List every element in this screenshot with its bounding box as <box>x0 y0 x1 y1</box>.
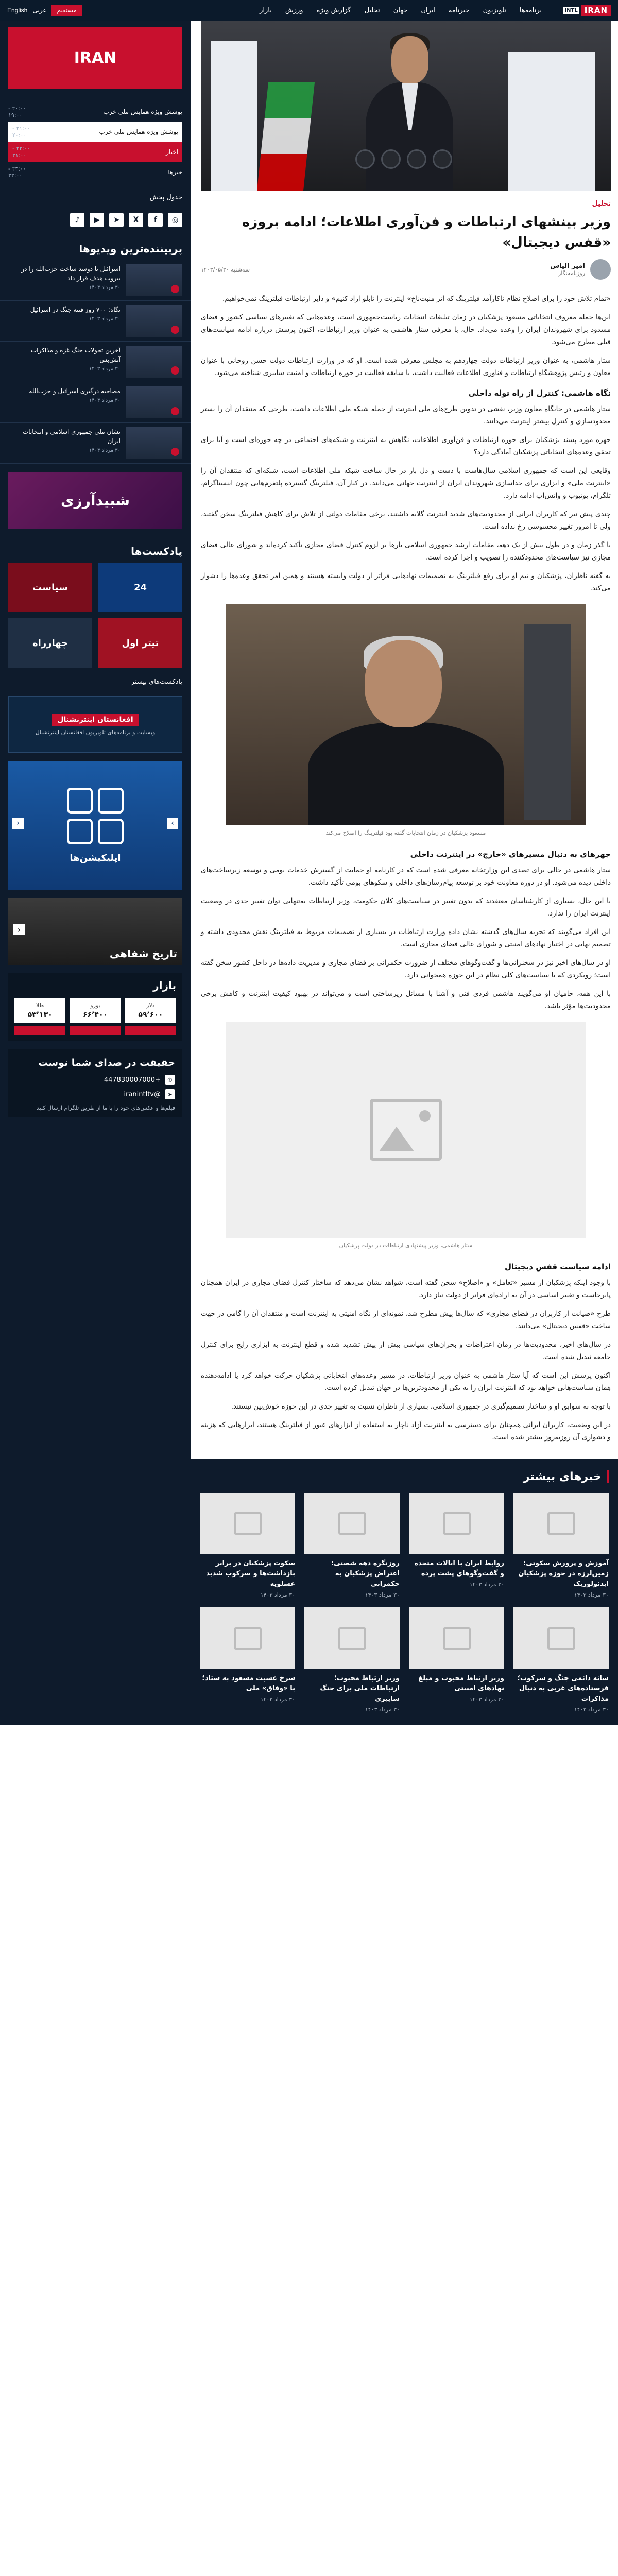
author-role: روزنامه‌نگار <box>558 270 585 277</box>
image-placeholder <box>226 1022 586 1238</box>
video-title: نگاه: ۷۰۰ روز فتنه جنگ در اسرائیل <box>30 306 121 313</box>
news-card-title: آموزش و پرورش سکوتی؛ زمین‌لرزه در حوزه پزشکیان ایدئولوژیک <box>518 1560 609 1588</box>
article-paragraph: این‌ها جمله معروف انتخاباتی مسعود پزشکیان در زمان تبلیغات انتخابات ریاست‌جمهوری است، وعده‌هایی که تغییرهای سیاسی کشور و فضای مسدود برای شهروندان ایران را وعده می‌داد. حال، با معرفی ستار هاشمی به عنوان وزیر ارتباطات، اکنون پرسش درباره ادامه سیاست‌های قبلی مطرح می‌شود. <box>201 313 611 346</box>
video-item[interactable] <box>0 301 191 342</box>
logo-mark: IRAN <box>581 5 611 16</box>
image-placeholder-icon <box>234 1627 262 1650</box>
news-card[interactable] <box>304 1607 400 1713</box>
image-placeholder-icon <box>547 1512 575 1535</box>
news-card-thumbnail <box>200 1493 295 1554</box>
article-body <box>201 293 611 1444</box>
news-card-title: وزیر ارتباط محبوب و مبلغ نهادهای امنیتی <box>418 1674 504 1692</box>
schedule-label: پوشش ویژه همایش ملی خرب <box>103 108 182 115</box>
podcasts-grid <box>0 563 191 674</box>
schedule-item[interactable] <box>8 102 182 122</box>
news-card-thumbnail <box>409 1493 504 1554</box>
videos-list <box>0 260 191 464</box>
nav-item[interactable]: جهان <box>393 6 408 14</box>
oral-history-block[interactable] <box>8 898 182 965</box>
news-card-thumbnail <box>304 1493 400 1554</box>
video-title: اسرائیل با دوسد ساخت حزب‌الله را در بیروت هدف قرار داد <box>21 265 121 282</box>
news-card-date: ۳۰ مرداد ۱۴۰۳ <box>574 1591 609 1598</box>
schedule-time: ۲۱:۰۰ - ۲۰:۰۰ <box>12 125 30 139</box>
schedule-label: خبرها <box>168 168 182 176</box>
whatsapp-icon: ✆ <box>165 1075 175 1085</box>
schedule-item[interactable] <box>8 162 182 182</box>
schedule-time: ۲۰:۰۰ - ۱۹:۰۰ <box>8 105 26 118</box>
apps-icon <box>67 788 124 844</box>
play-icon <box>171 285 179 293</box>
youtube-icon[interactable]: ▶ <box>90 213 104 227</box>
more-news-title: خبرهای بیشتر <box>200 1470 609 1483</box>
news-card-date: ۳۰ مرداد ۱۴۰۳ <box>574 1706 609 1713</box>
article-subheading: نگاه هاشمی: کنترل از راه توله داخلی <box>468 388 611 398</box>
video-title: مصاحبه درگیری اسرائیل و حزب‌الله <box>29 387 121 395</box>
news-card[interactable] <box>200 1607 295 1713</box>
article-paragraph: با این حال، بسیاری از کارشناسان معتقدند که بدون تغییر در سیاست‌های کلان حکومت، وزیر ارتباطات به‌تنهایی توان تغییر جدی در وضعیت اینترنت ایران را ندارد. <box>201 897 611 918</box>
news-card-title: وزیر ارتباط محبوب؛ ارتباطات ملی برای جنگ سایبری <box>320 1674 400 1703</box>
news-card-date: ۳۰ مرداد ۱۴۰۳ <box>469 1696 504 1703</box>
lang-english[interactable]: English <box>7 7 28 14</box>
video-thumbnail <box>126 386 182 418</box>
schedule-item[interactable] <box>8 142 182 162</box>
podcast-tile[interactable]: سیاست <box>8 563 92 612</box>
image-placeholder-icon <box>443 1512 471 1535</box>
figure-caption: ستار هاشمی، وزیر پیشنهادی ارتباطات در دولت پزشکیان <box>339 1242 473 1249</box>
video-title: نشان ملی جمهوری اسلامی و انتخابات ایران <box>22 428 121 445</box>
article-paragraph: این افراد می‌گویند که تجربه سال‌های گذشته نشان داده وزارت ارتباطات در بسیاری از تصمیمات مربوط به فیلترینگ نقش محدودی داشته و تصمیم نهایی در اختیار نهادهای امنیتی و شورای عالی فضای مجازی است. <box>201 928 611 948</box>
news-card[interactable] <box>513 1493 609 1598</box>
news-card-date: ۳۰ مرداد ۱۴۰۳ <box>469 1581 504 1588</box>
sidebar <box>0 21 191 1725</box>
schedule-time: ۲۳:۰۰ - ۲۲:۰۰ <box>8 165 26 179</box>
podcast-tile[interactable]: تیتر اول <box>98 618 182 668</box>
article-paragraph: با گذر زمان و در طول بیش از یک دهه، مقامات ارشد جمهوری اسلامی بارها بر لزوم کنترل فضای مجازی تأکید کرده‌اند و شورای عالی فضای مجازی نیز سیاست‌های محدودکننده را تصویب و اجرا کرده است. <box>201 541 611 562</box>
image-placeholder-icon <box>234 1512 262 1535</box>
play-icon <box>171 366 179 375</box>
chevron-right-icon[interactable]: › <box>167 818 178 829</box>
social-links <box>0 206 191 234</box>
image-placeholder-icon <box>443 1627 471 1650</box>
article-subheading: جهرهای به دنبال مسیرهای «خارج» در اینترنت داخلی <box>410 850 611 859</box>
article-paragraph: «تمام تلاش خود را برای اصلاح نظام ناکارآمد فیلترینگ که اثر منبت‌ناخ» اینترنت را تابلو ازاد کنیم» و دایر ارتباطات فیلترینگ نمی‌خواهیم. <box>222 295 611 303</box>
news-card-thumbnail <box>513 1493 609 1554</box>
news-card-thumbnail <box>200 1607 295 1669</box>
news-card-thumbnail <box>513 1607 609 1669</box>
live-button[interactable]: مستقیم <box>52 5 81 16</box>
logo-sub: INTL <box>563 7 579 14</box>
top-navigation <box>0 0 618 21</box>
market-label: طلا <box>36 1002 44 1009</box>
nav-item[interactable]: تلویزیون <box>483 6 506 14</box>
author-avatar <box>590 259 611 280</box>
video-item[interactable] <box>0 342 191 382</box>
schedule-more-link[interactable]: جدول پخش <box>149 194 182 201</box>
schedule-label: اخبار <box>166 148 178 156</box>
video-date: ۳۰ مرداد ۱۴۰۳ <box>89 448 121 453</box>
pezeshkian-photo <box>226 604 586 825</box>
news-card[interactable] <box>200 1493 295 1598</box>
site-logo[interactable] <box>554 3 611 18</box>
tiktok-icon[interactable]: ♪ <box>70 213 84 227</box>
article-figure-2 <box>226 1022 586 1253</box>
article-paragraph: به گفته ناظران، پزشکیان و تیم او برای رفع فیلترینگ به تصمیمات نهادهایی فراتر از دولت وابسته هستند و همین امر تحقق وعده‌ها را دشوار می‌کند. <box>201 572 611 592</box>
video-date: ۳۰ مرداد ۱۴۰۳ <box>89 366 121 372</box>
market-title: بازار <box>153 979 176 992</box>
news-card-date: ۳۰ مرداد ۱۴۰۳ <box>365 1591 400 1598</box>
submit-title: حقیقت در صدای شما نوست <box>38 1057 175 1069</box>
article-paragraph: جهره مورد پسند بزشکیان برای حوزه ارتباطات و فن‌آوری اطلاعات، نگاهش به اینترنت و شبکه‌های اجتماعی در چه حوزه‌ای است و آیا برای تحقق وعده‌های انتخاباتی پزشکیان آمادگی دارد؟ <box>201 436 611 456</box>
market-value: ۵۹٬۶۰۰ <box>138 1011 163 1019</box>
chevron-left-icon[interactable]: ‹ <box>12 818 24 829</box>
videos-title: پربیننده‌ترین ویدیوها <box>79 243 182 255</box>
market-cell <box>70 998 121 1023</box>
nav-item[interactable]: بازار <box>260 6 272 14</box>
byline <box>201 259 611 285</box>
podcasts-title: پادکست‌ها <box>131 545 182 557</box>
article-paragraph: در این وضعیت، کاربران ایرانی همچنان برای دسترسی به اینترنت آزاد ناچار به استفاده از ابزارهای عبور از فیلترینگ هستند، ابزارهایی که هزینه و دشواری آن روزبه‌روز بیشتر شده است. <box>201 1421 611 1442</box>
podcast-tile[interactable]: چهارراه <box>8 618 92 668</box>
news-card-date: ۳۰ مرداد ۱۴۰۳ <box>260 1591 295 1598</box>
video-thumbnail <box>126 264 182 296</box>
top-tools <box>7 5 82 16</box>
article-paragraph: با وجود اینکه پزشکیان از مسیر «تعامل» و «اصلاح» سخن گفته است، شواهد نشان می‌دهد که ساختار کنترل فضای مجازی در ایران همچنان پابرجاست و تغییر اساسی در آن به اراده‌ای فراتر از دولت نیاز دارد. <box>201 1279 611 1299</box>
video-item[interactable] <box>0 382 191 423</box>
image-placeholder-icon <box>370 1099 442 1161</box>
article-paragraph: ستار هاشمی در جایگاه معاون وزیر، نقشی در تدوین طرح‌های ملی اینترنت از جمله شبکه ملی اطلاعات داشت، طرحی که منتقدان آن را بستر محدودسازی و کنترل بیشتر اینترنت می‌دانند. <box>201 405 611 426</box>
nav-item[interactable]: تحلیل <box>364 6 380 14</box>
chevron-left-icon[interactable]: ‹ <box>13 924 25 935</box>
more-news-grid <box>200 1493 609 1713</box>
lang-arabic[interactable]: عربی <box>32 7 47 14</box>
market-label: یورو <box>90 1002 100 1009</box>
market-cell <box>14 998 65 1023</box>
more-news <box>191 1459 618 1725</box>
article-paragraph: با این همه، حامیان او می‌گویند هاشمی فردی فنی و آشنا با مسائل زیرساختی است و می‌تواند در بهبود کیفیت اینترنت و کاهش برخی محدودیت‌ها مؤثر باشد. <box>201 990 611 1010</box>
nav-item[interactable]: ایران <box>421 6 435 14</box>
market-trend-bars <box>14 1026 176 1035</box>
video-item[interactable] <box>0 423 191 464</box>
submit-phone[interactable]: +447830007000 <box>104 1076 161 1084</box>
market-value: ۵۳٬۱۳۰ <box>27 1011 53 1019</box>
x-icon[interactable]: X <box>129 213 143 227</box>
schedule-list <box>0 95 191 190</box>
article-column <box>191 21 618 1725</box>
news-card-date: ۳۰ مرداد ۱۴۰۳ <box>365 1706 400 1713</box>
apps-title: اپلیکیشن‌ها <box>70 852 121 863</box>
nav-item[interactable]: برنامه‌ها <box>519 6 542 14</box>
submit-note: فیلم‌ها و عکس‌های خود را با ما از طریق تلگرام ارسال کنید <box>36 1105 175 1111</box>
news-card-title: سانه دائمی جنگ و سرکوب؛ فرستاده‌های غربی به دنبال مذاکرات <box>517 1674 609 1703</box>
main-nav <box>94 7 542 14</box>
news-card-thumbnail <box>409 1607 504 1669</box>
facebook-icon[interactable]: f <box>148 213 163 227</box>
nav-item[interactable]: گزارش ویژه <box>316 6 351 14</box>
news-card-date: ۳۰ مرداد ۱۴۰۳ <box>260 1696 295 1703</box>
market-value: ۶۶٬۴۰۰ <box>82 1011 108 1019</box>
market-cell <box>125 998 176 1023</box>
market-widget <box>8 973 182 1041</box>
podcasts-more-link[interactable]: پادکست‌های بیشتر <box>131 678 182 686</box>
publish-date: سه‌شنبه ۱۴۰۳/۰۵/۳۰ <box>201 266 250 273</box>
article-subheading: ادامه سیاست قفس دیجیتال <box>504 1262 611 1272</box>
nav-item[interactable]: ورزش <box>285 6 303 14</box>
play-icon <box>171 407 179 415</box>
afghanistan-intl-promo[interactable] <box>8 696 182 753</box>
schedule-time: ۲۲:۰۰ - ۲۱:۰۰ <box>12 145 30 159</box>
news-card[interactable] <box>513 1607 609 1713</box>
article-paragraph: در سال‌های اخیر، محدودیت‌ها در زمان اعتراضات و بحران‌های سیاسی بیش از پیش تشدید شده و قطع اینترنت به ابزاری رایج برای کنترل جامعه تبدیل شده است. <box>201 1341 611 1361</box>
article-section[interactable]: تحلیل <box>592 200 611 208</box>
author-name[interactable]: امیر الیاس <box>550 262 585 270</box>
promo-badge: افغانستان اینترنشنال <box>52 714 138 726</box>
news-card[interactable] <box>409 1493 504 1598</box>
news-card-thumbnail <box>304 1607 400 1669</box>
nav-item[interactable]: خبرنامه <box>448 6 470 14</box>
play-icon <box>171 448 179 456</box>
play-icon <box>171 326 179 334</box>
article-paragraph: ستار هاشمی در حالی برای تصدی این وزارتخانه معرفی شده است که در کارنامه او حمایت از گسترش خدمات بومی و توسعه زیرساخت‌های داخلی دیده می‌شود. او در دوره معاونت خود بر توسعه پیام‌رسان‌های داخلی و سکوهای بومی تأکید داشت. <box>201 866 611 887</box>
promo-banner[interactable]: شبیدآرزی <box>8 472 182 529</box>
podcast-tile[interactable]: 24 <box>98 563 182 612</box>
article-paragraph: چندی پیش نیز که کاربران ایرانی از محدودیت‌های شدید اینترنت گلایه داشتند، برخی مقامات دولتی از تلاش برای کاهش فیلترینگ سخن گفتند، ولی تا امروز تغییر محسوسی رخ نداده است. <box>201 510 611 531</box>
image-placeholder-icon <box>547 1627 575 1650</box>
market-label: دلار <box>146 1002 155 1009</box>
hero-image <box>201 21 611 191</box>
figure-caption: مسعود پزشکیان در زمان انتخابات گفته بود فیلترینگ را اصلاح می‌کند <box>325 829 486 836</box>
submit-handle[interactable]: @iranintltv <box>124 1090 161 1098</box>
news-card[interactable] <box>409 1607 504 1713</box>
video-title: آخرین تحولات جنگ غزه و مذاکرات آتش‌بس <box>30 347 121 363</box>
article-paragraph: ستار هاشمی، به عنوان وزیر ارتباطات دولت چهاردهم به مجلس معرفی شده است. او که در وزارت ارتباطات دولت حسن روحانی با عنوان معاون و رئیس پژوهشگاه ارتباطات و فناوری اطلاعات فعالیت داشت، با سابقه فعالیت در حوزه ارتباطات و امنیت سایبری شناخته می‌شود. <box>201 357 611 377</box>
article-title: وزیر بینشهای ارتباطات و فن‌آوری اطلاعات؛ ادامه بروزه «قفس دیجیتال» <box>242 214 611 250</box>
article-paragraph: طرح «صیانت از کاربران در فضای مجازی» که سال‌ها پیش مطرح شد، نمونه‌ای از نگاه امنیتی به اینترنت است و منتقدان آن را گامی در جهت ساخت «قفس دیجیتال» می‌دانند. <box>201 1310 611 1330</box>
image-placeholder-icon <box>338 1512 366 1535</box>
video-thumbnail <box>126 427 182 459</box>
news-card[interactable] <box>304 1493 400 1598</box>
schedule-label: پوشش ویژه همایش ملی خرب <box>99 128 178 135</box>
telegram-icon: ➤ <box>165 1089 175 1099</box>
video-item[interactable] <box>0 260 191 301</box>
submit-content-block <box>8 1049 182 1117</box>
telegram-icon[interactable]: ➤ <box>109 213 124 227</box>
live-player-thumbnail[interactable]: IRAN <box>8 27 182 89</box>
video-date: ۳۰ مرداد ۱۴۰۳ <box>89 398 121 403</box>
article-figure-1 <box>226 604 586 840</box>
video-date: ۳۰ مرداد ۱۴۰۳ <box>89 285 121 291</box>
article-paragraph: با توجه به سوابق او و ساختار تصمیم‌گیری در جمهوری اسلامی، بسیاری از ناظران نسبت به تغییر جدی در این حوزه خوش‌بین نیستند. <box>231 1402 611 1411</box>
video-thumbnail <box>126 346 182 378</box>
content-layout <box>0 21 618 1725</box>
article-paragraph: او در سال‌های اخیر نیز در سخنرانی‌ها و گفت‌وگوهای مختلف از ضرورت حکمرانی بر فضای مجازی و مدیریت داده‌ها در داخل کشور سخن گفته است؛ رویکردی که با سیاست‌های کلی نظام در این حوزه همخوانی دارد. <box>201 959 611 979</box>
schedule-item[interactable] <box>8 122 182 142</box>
oral-history-title: تاریخ شفاهی <box>109 947 177 960</box>
instagram-icon[interactable]: ◎ <box>168 213 182 227</box>
article-paragraph: وقایعی این است که جمهوری اسلامی سال‌هاست با دست و دل باز در حال ساخت شبکه ملی اطلاعات است، شبکه‌ای که منتقدان آن را «اینترنت ملی» و ابزاری برای جداسازی شهروندان ایران از اینترنت جهانی می‌دانند. در کنار آن، فیلترینگ گسترده پلتفرم‌هایی چون اینستاگرام، تلگرام، یوتیوب و واتس‌اپ ادامه دارد. <box>201 467 611 500</box>
video-date: ۳۰ مرداد ۱۴۰۳ <box>89 316 121 322</box>
news-card-title: روابط ایران با ایالات متحده و گفت‌وگوهای پشت پرده <box>414 1560 504 1578</box>
news-card-title: سکوت پزشکیان در برابر بازداشت‌ها و سرکوب شدید عسلویه <box>206 1560 295 1588</box>
apps-block[interactable] <box>8 761 182 890</box>
article-paragraph: اکنون پرسش این است که آیا ستار هاشمی به عنوان وزیر ارتباطات، در مسیر وعده‌های انتخاباتی پزشکیان حرکت خواهد کرد یا ادامه‌دهنده همان سیاست‌هایی خواهد بود که اینترنت ایران را به یکی از محدودترین‌ها در جهان تبدیل کرده است. <box>201 1371 611 1392</box>
video-thumbnail <box>126 305 182 337</box>
news-card-title: سرخ عشبت مسعود به ستاد؛ با «وفاق» ملی <box>202 1674 295 1692</box>
news-card-title: روزنگره دهه شصتی؛ اعتراض پزشکیان به حکمرانی <box>331 1560 400 1588</box>
promo-text: وبسایت و برنامه‌های تلویزیون افغانستان اینترنشنال <box>35 728 156 736</box>
image-placeholder-icon <box>338 1627 366 1650</box>
